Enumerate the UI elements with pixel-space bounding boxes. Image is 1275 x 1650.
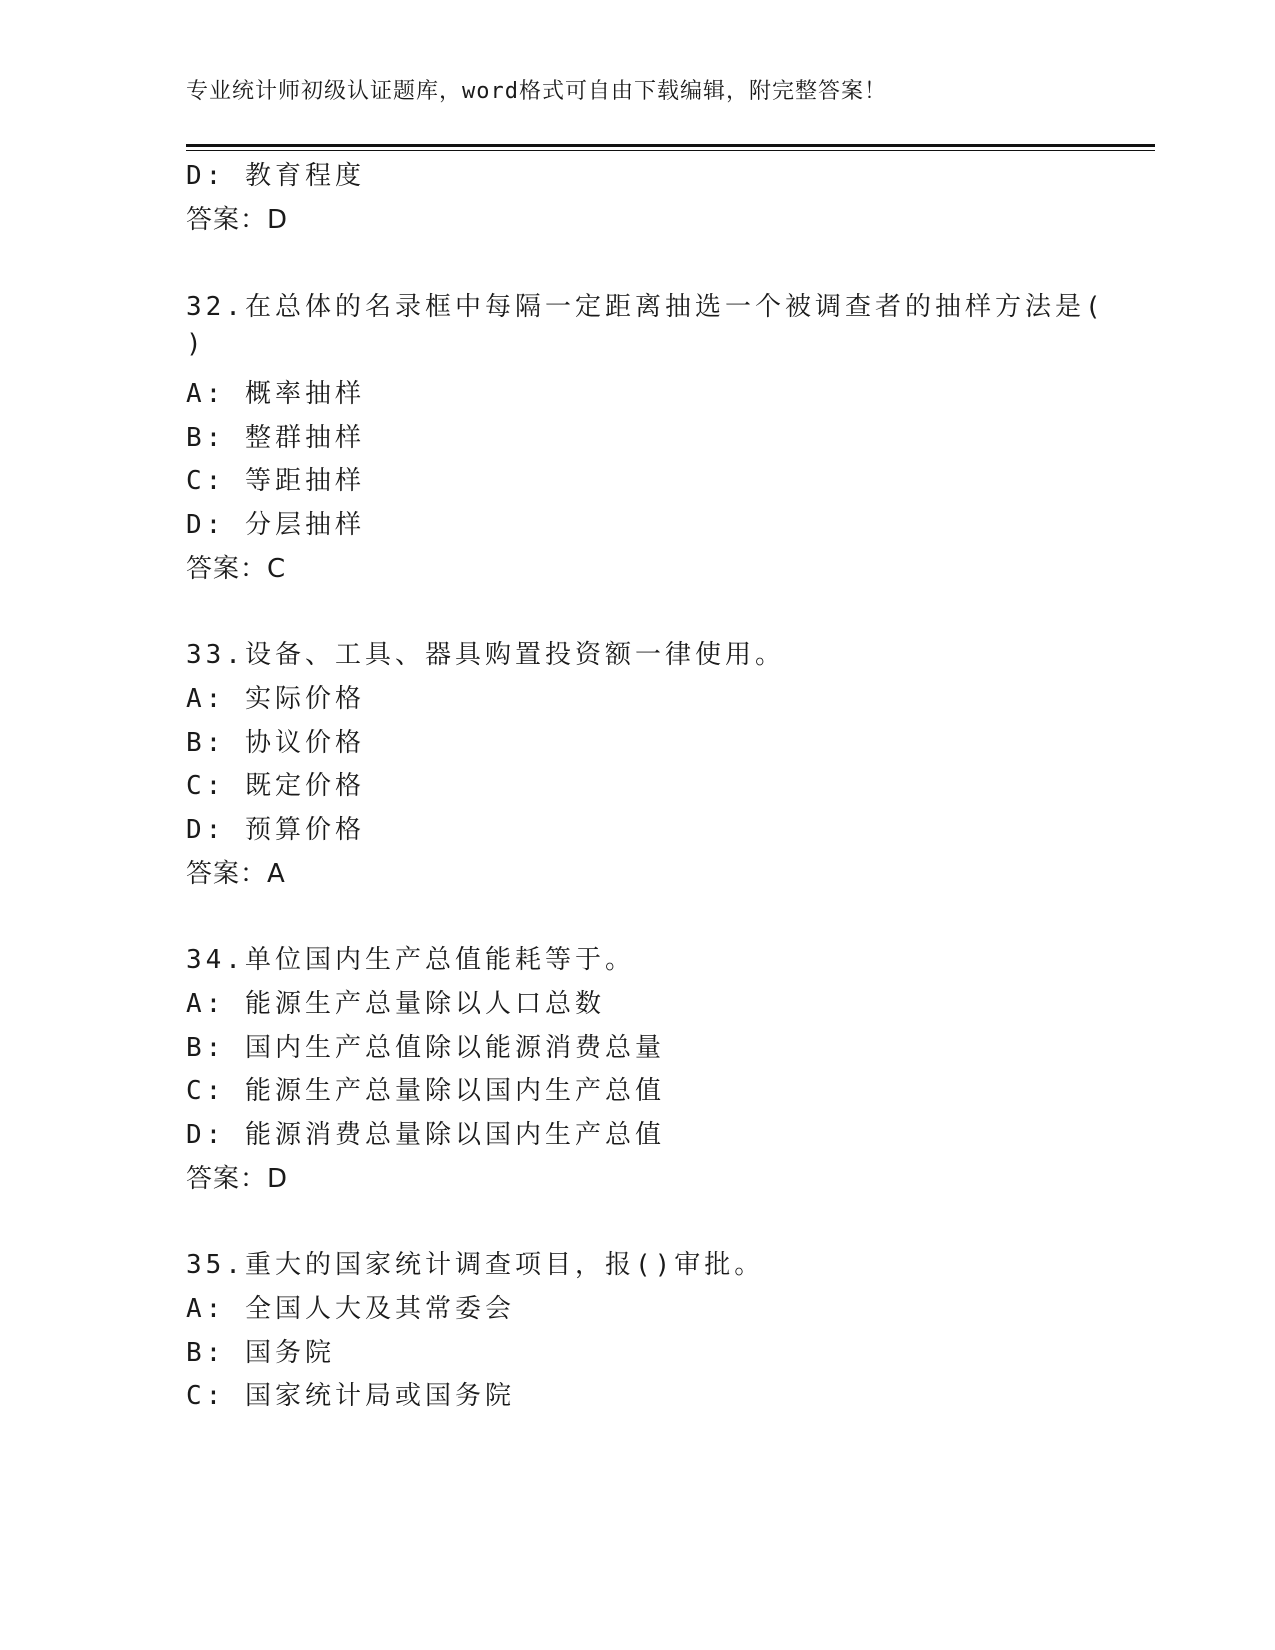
q35-option-a: A: 全国人大及其常委会 [186, 1294, 515, 1324]
q34-option-b: B: 国内生产总值除以能源消费总量 [186, 1033, 665, 1063]
q34-option-a: A: 能源生产总量除以人口总数 [186, 989, 605, 1019]
q35-stem: 35.重大的国家统计调查项目，报()审批。 [186, 1250, 765, 1280]
q33-answer: 答案：A [186, 859, 286, 889]
q35-option-b: B: 国务院 [186, 1338, 335, 1368]
q33-option-a: A: 实际价格 [186, 684, 365, 714]
q34-answer: 答案：D [186, 1164, 289, 1194]
q32-option-c: C: 等距抽样 [186, 466, 365, 496]
q33-option-c: C: 既定价格 [186, 771, 365, 801]
q34-option-c: C: 能源生产总量除以国内生产总值 [186, 1076, 665, 1106]
q32-stem-continued: ) [186, 329, 206, 359]
q33-stem: 33.设备、工具、器具购置投资额一律使用。 [186, 640, 785, 670]
header-rule-thick [186, 144, 1155, 147]
q31-answer: 答案：D [186, 205, 289, 235]
q32-stem: 32.在总体的名录框中每隔一定距离抽选一个被调查者的抽样方法是( [186, 292, 1105, 322]
q32-option-a: A: 概率抽样 [186, 379, 365, 409]
q33-option-d: D: 预算价格 [186, 815, 365, 845]
header-rule-thin [186, 150, 1155, 151]
q35-option-c: C: 国家统计局或国务院 [186, 1381, 515, 1411]
q34-stem: 34.单位国内生产总值能耗等于。 [186, 945, 635, 975]
q34-option-d: D: 能源消费总量除以国内生产总值 [186, 1120, 665, 1150]
page-header: 专业统计师初级认证题库，word格式可自由下载编辑，附完整答案！ [186, 79, 887, 104]
q33-option-b: B: 协议价格 [186, 728, 365, 758]
q32-option-b: B: 整群抽样 [186, 423, 365, 453]
q32-option-d: D: 分层抽样 [186, 510, 365, 540]
q32-answer: 答案：C [186, 554, 287, 584]
q31-option-d: D: 教育程度 [186, 161, 365, 191]
